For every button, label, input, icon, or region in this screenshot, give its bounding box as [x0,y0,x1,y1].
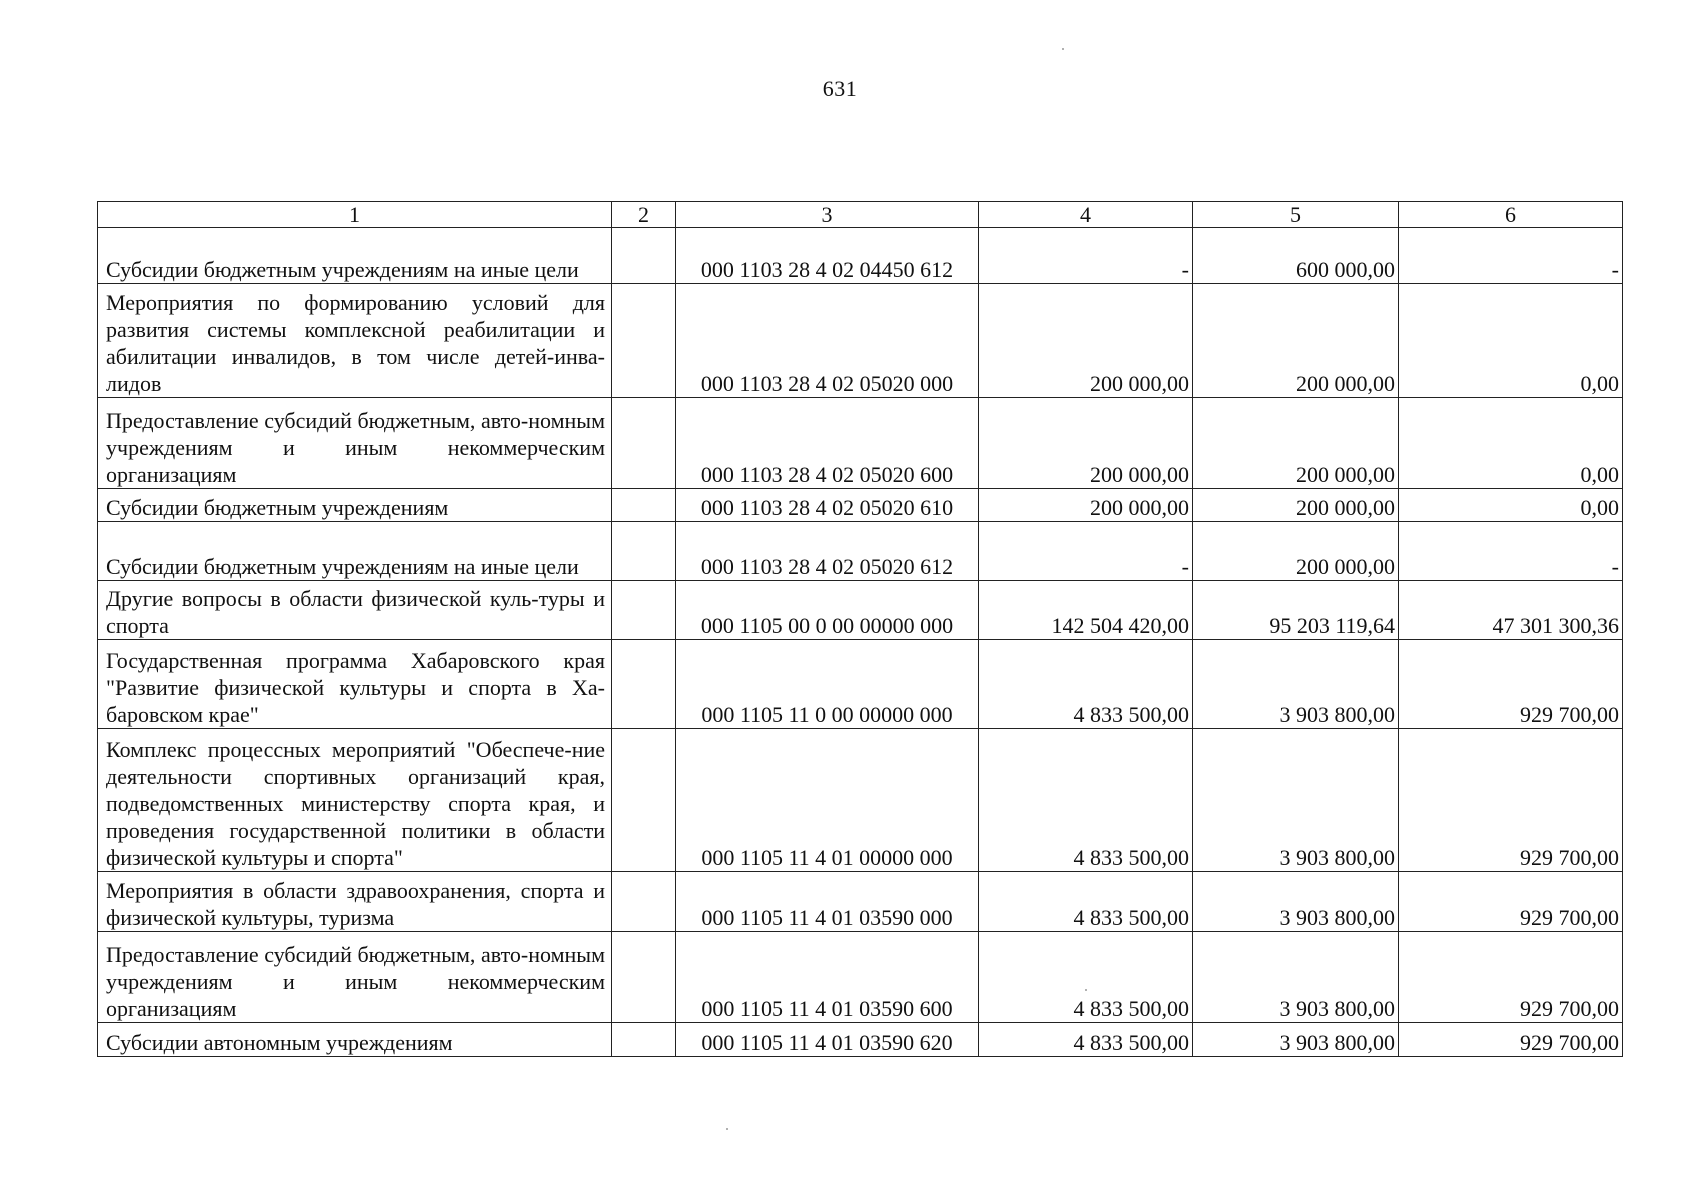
table-row [98,489,1623,522]
row-name: Государственная программа Хабаровского края "Развитие физической культуры и спорта в Ха-баровском крае" [98,640,612,729]
row-code: 000 1105 11 4 01 03590 000 [676,872,979,932]
row-code: 000 1103 28 4 02 05020 000 [676,284,979,398]
row-col6: 47 301 300,36 [1399,581,1623,640]
row-name: Мероприятия по формированию условий для развития системы комплексной реабилитации и абилитации инвалидов, в том числе детей-инва-лидов [98,284,612,398]
table-row [98,581,1623,640]
row-code: 000 1105 11 4 01 03590 600 [676,932,979,1023]
row-col6: 929 700,00 [1399,729,1623,872]
table-row [98,522,1623,581]
row-col2 [612,729,676,872]
table-row [98,640,1623,729]
row-code: 000 1103 28 4 02 04450 612 [676,228,979,284]
row-col6: 0,00 [1399,489,1623,522]
row-col2 [612,398,676,489]
row-name: Комплекс процессных мероприятий "Обеспече-ние деятельности спортивных организаций края, подведомственных министерству спорта края, и проведения государственной политики в области физической культуры и спорта" [98,729,612,872]
row-col5: 200 000,00 [1193,489,1399,522]
row-col2 [612,1023,676,1057]
row-col4: 4 833 500,00 [979,729,1193,872]
row-col4: 4 833 500,00 [979,872,1193,932]
row-col2 [612,581,676,640]
table-row [98,729,1623,872]
row-col2 [612,932,676,1023]
row-name: Мероприятия в области здравоохранения, спорта и физической культуры, туризма [98,872,612,932]
row-col5: 3 903 800,00 [1193,932,1399,1023]
row-col4: 142 504 420,00 [979,581,1193,640]
row-code: 000 1105 11 4 01 00000 000 [676,729,979,872]
row-code: 000 1103 28 4 02 05020 612 [676,522,979,581]
row-col4: - [979,228,1193,284]
row-code: 000 1103 28 4 02 05020 610 [676,489,979,522]
row-col2 [612,872,676,932]
column-header-6: 6 [1399,202,1623,228]
row-col2 [612,489,676,522]
row-col4: 4 833 500,00 [979,1023,1193,1057]
row-col4: 4 833 500,00 [979,640,1193,729]
row-col4: 200 000,00 [979,489,1193,522]
column-header-3: 3 [676,202,979,228]
row-col6: 929 700,00 [1399,640,1623,729]
row-name: Субсидии бюджетным учреждениям на иные цели [98,228,612,284]
row-col6: 929 700,00 [1399,1023,1623,1057]
row-col5: 3 903 800,00 [1193,1023,1399,1057]
row-col5: 200 000,00 [1193,522,1399,581]
row-col4: 200 000,00 [979,398,1193,489]
header-row [98,202,1623,228]
table-row [98,284,1623,398]
row-code: 000 1105 11 4 01 03590 620 [676,1023,979,1057]
column-header-5: 5 [1193,202,1399,228]
table-row [98,932,1623,1023]
row-col6: 0,00 [1399,398,1623,489]
row-col5: 95 203 119,64 [1193,581,1399,640]
row-col6: - [1399,228,1623,284]
table-row [98,228,1623,284]
row-col2 [612,284,676,398]
column-header-2: 2 [612,202,676,228]
row-name: Предоставление субсидий бюджетным, авто-номным учреждениям и иным некоммерческим организациям [98,398,612,489]
row-code: 000 1105 11 0 00 00000 000 [676,640,979,729]
row-col5: 600 000,00 [1193,228,1399,284]
column-header-1: 1 [98,202,612,228]
table-row [98,872,1623,932]
row-name: Субсидии бюджетным учреждениям [98,489,612,522]
scan-speck [1085,989,1087,991]
row-col5: 3 903 800,00 [1193,729,1399,872]
scan-speck [1062,48,1064,50]
row-col2 [612,522,676,581]
row-col6: 0,00 [1399,284,1623,398]
row-code: 000 1105 00 0 00 00000 000 [676,581,979,640]
row-col2 [612,640,676,729]
page-number: 631 [822,76,858,101]
row-col6: - [1399,522,1623,581]
row-col5: 3 903 800,00 [1193,640,1399,729]
row-col5: 3 903 800,00 [1193,872,1399,932]
row-col5: 200 000,00 [1193,398,1399,489]
row-col4: - [979,522,1193,581]
row-name: Предоставление субсидий бюджетным, авто-номным учреждениям и иным некоммерческим организациям [98,932,612,1023]
row-code: 000 1103 28 4 02 05020 600 [676,398,979,489]
row-col6: 929 700,00 [1399,932,1623,1023]
scan-speck [726,1128,728,1130]
row-name: Субсидии автономным учреждениям [98,1023,612,1057]
row-col5: 200 000,00 [1193,284,1399,398]
column-header-4: 4 [979,202,1193,228]
table-row [98,398,1623,489]
budget-table [97,201,1623,1057]
table-row [98,1023,1623,1057]
row-name: Субсидии бюджетным учреждениям на иные цели [98,522,612,581]
row-col4: 200 000,00 [979,284,1193,398]
row-col2 [612,228,676,284]
row-name: Другие вопросы в области физической куль-туры и спорта [98,581,612,640]
row-col6: 929 700,00 [1399,872,1623,932]
row-col4: 4 833 500,00 [979,932,1193,1023]
